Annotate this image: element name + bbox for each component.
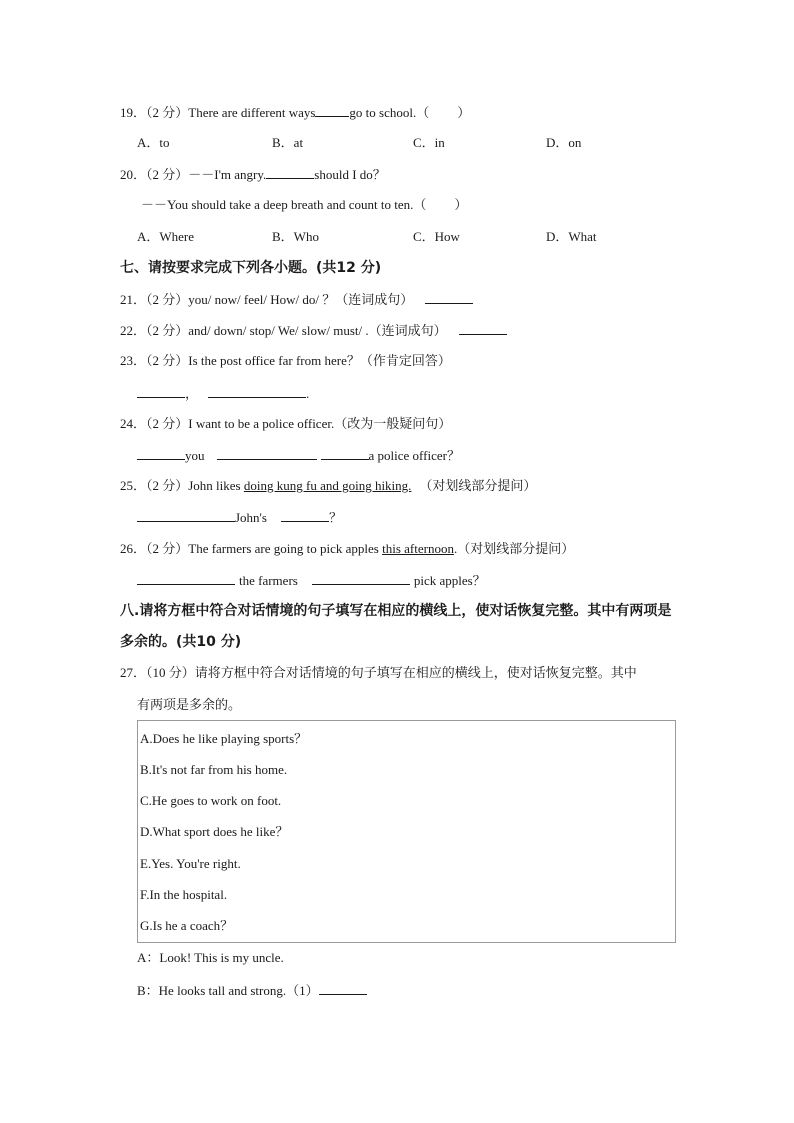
choice-f: F.In the hospital. [140, 887, 228, 902]
choice-c: C.He goes to work on foot. [140, 793, 282, 808]
q20-paren-close: ） [454, 197, 468, 212]
q23-comma: ， [185, 386, 199, 401]
q23-period: . [306, 386, 310, 401]
q20-option-a: A．Where [137, 229, 195, 244]
q26-blank-2[interactable] [312, 571, 410, 585]
section-8-title-line1: 八.请将方框中符合对话情境的句子填写在相应的横线上，使对话恢复完整。其中有两项是 [120, 603, 672, 619]
dialog-b-text: B：He looks tall and strong.（1） [137, 983, 319, 998]
q25-prefix: 25．（2 分）John likes [120, 478, 244, 493]
q21-blank[interactable] [425, 290, 473, 304]
q20-response: －－You should take a deep breath and count to ten.（ [141, 197, 427, 212]
q24-word-tail: a police officer？ [368, 448, 460, 463]
q25-word-johns: John's [235, 510, 267, 525]
question-21 [120, 290, 473, 309]
q25-underlined: doing kung fu and going hiking. [243, 478, 412, 493]
q25-suffix: （对划线部分提问） [419, 478, 537, 493]
question-23: 23．（2 分）Is the post office far from here？（作肯定回答） [120, 353, 451, 368]
q24-word-you: you [185, 448, 205, 463]
choice-g: G.Is he a coach？ [140, 918, 234, 933]
question-26 [120, 540, 574, 558]
q20-option-d: D．What [546, 229, 597, 244]
q19-option-a: A．to [137, 135, 170, 150]
dialog-line-b [137, 981, 367, 1000]
section-7-title: 七、请按要求完成下列各小题。(共12 分) [120, 260, 382, 276]
q19-paren-close: ） [457, 105, 471, 120]
question-20 [120, 165, 386, 184]
q25-answer-line [137, 508, 342, 527]
choices-box [137, 720, 676, 943]
q20-option-c: C．How [413, 229, 460, 244]
q22-blank[interactable] [459, 321, 507, 335]
q23-blank-1[interactable] [137, 384, 185, 398]
q26-blank-1[interactable] [137, 571, 235, 585]
question-27-line1: 27．（10 分）请将方框中符合对话情境的句子填写在相应的横线上，使对话恢复完整。其中 [120, 665, 637, 680]
q24-blank-1[interactable] [137, 446, 185, 460]
q23-blank-2[interactable] [208, 384, 306, 398]
choice-d: D.What sport does he like？ [140, 824, 289, 839]
q20-option-b: B．Who [272, 229, 319, 244]
dialog-blank-1[interactable] [319, 981, 367, 995]
question-24: 24．（2 分）I want to be a police officer.（改为一般疑问句） [120, 416, 452, 431]
q22-text: 22．（2 分）and/ down/ stop/ We/ slow/ must/ .（连词成句） [120, 323, 447, 338]
q21-text: 21．（2 分）you/ now/ feel/ How/ do/ ？（连词成句） [120, 292, 414, 307]
q23-answer-line [137, 384, 309, 403]
q24-blank-2[interactable] [217, 446, 317, 460]
q26-underlined: this afternoon [382, 541, 454, 556]
q20-blank[interactable] [266, 165, 314, 179]
choice-e: E.Yes. You're right. [140, 856, 241, 871]
q25-qmark: ？ [328, 510, 342, 525]
q26-answer-line [137, 571, 486, 590]
q19-option-d: D．on [546, 135, 582, 150]
q19-option-b: B．at [272, 135, 304, 150]
section-8-title-line2: 多余的。(共10 分) [120, 634, 242, 650]
q26-word-farmers: the farmers [239, 573, 298, 588]
q24-answer-line [137, 446, 460, 465]
question-27-line2: 有两项是多余的。 [137, 697, 242, 712]
q19-blank[interactable] [315, 103, 349, 117]
q24-blank-3[interactable] [321, 446, 369, 460]
q26-suffix: .（对划线部分提问） [453, 541, 575, 556]
q20-suffix: should I do？ [314, 167, 386, 182]
q19-suffix: go to school.（ [349, 105, 430, 120]
q19-prefix: 19．（2 分）There are different ways [120, 105, 316, 120]
q20-line2 [141, 196, 467, 214]
question-25 [120, 477, 536, 495]
q25-blank-2[interactable] [281, 508, 329, 522]
q26-prefix: 26．（2 分）The farmers are going to pick apples [120, 541, 383, 556]
choice-a: A.Does he like playing sports？ [140, 731, 308, 746]
question-22 [120, 321, 507, 340]
q20-prefix: 20．（2 分）－－I'm angry. [120, 167, 267, 182]
q19-option-c: C．in [413, 135, 445, 150]
question-19 [120, 103, 470, 122]
choice-b: B.It's not far from his home. [140, 762, 288, 777]
q26-word-tail: pick apples？ [413, 573, 486, 588]
q25-blank-1[interactable] [137, 508, 235, 522]
dialog-line-a: A：Look! This is my uncle. [137, 950, 284, 965]
